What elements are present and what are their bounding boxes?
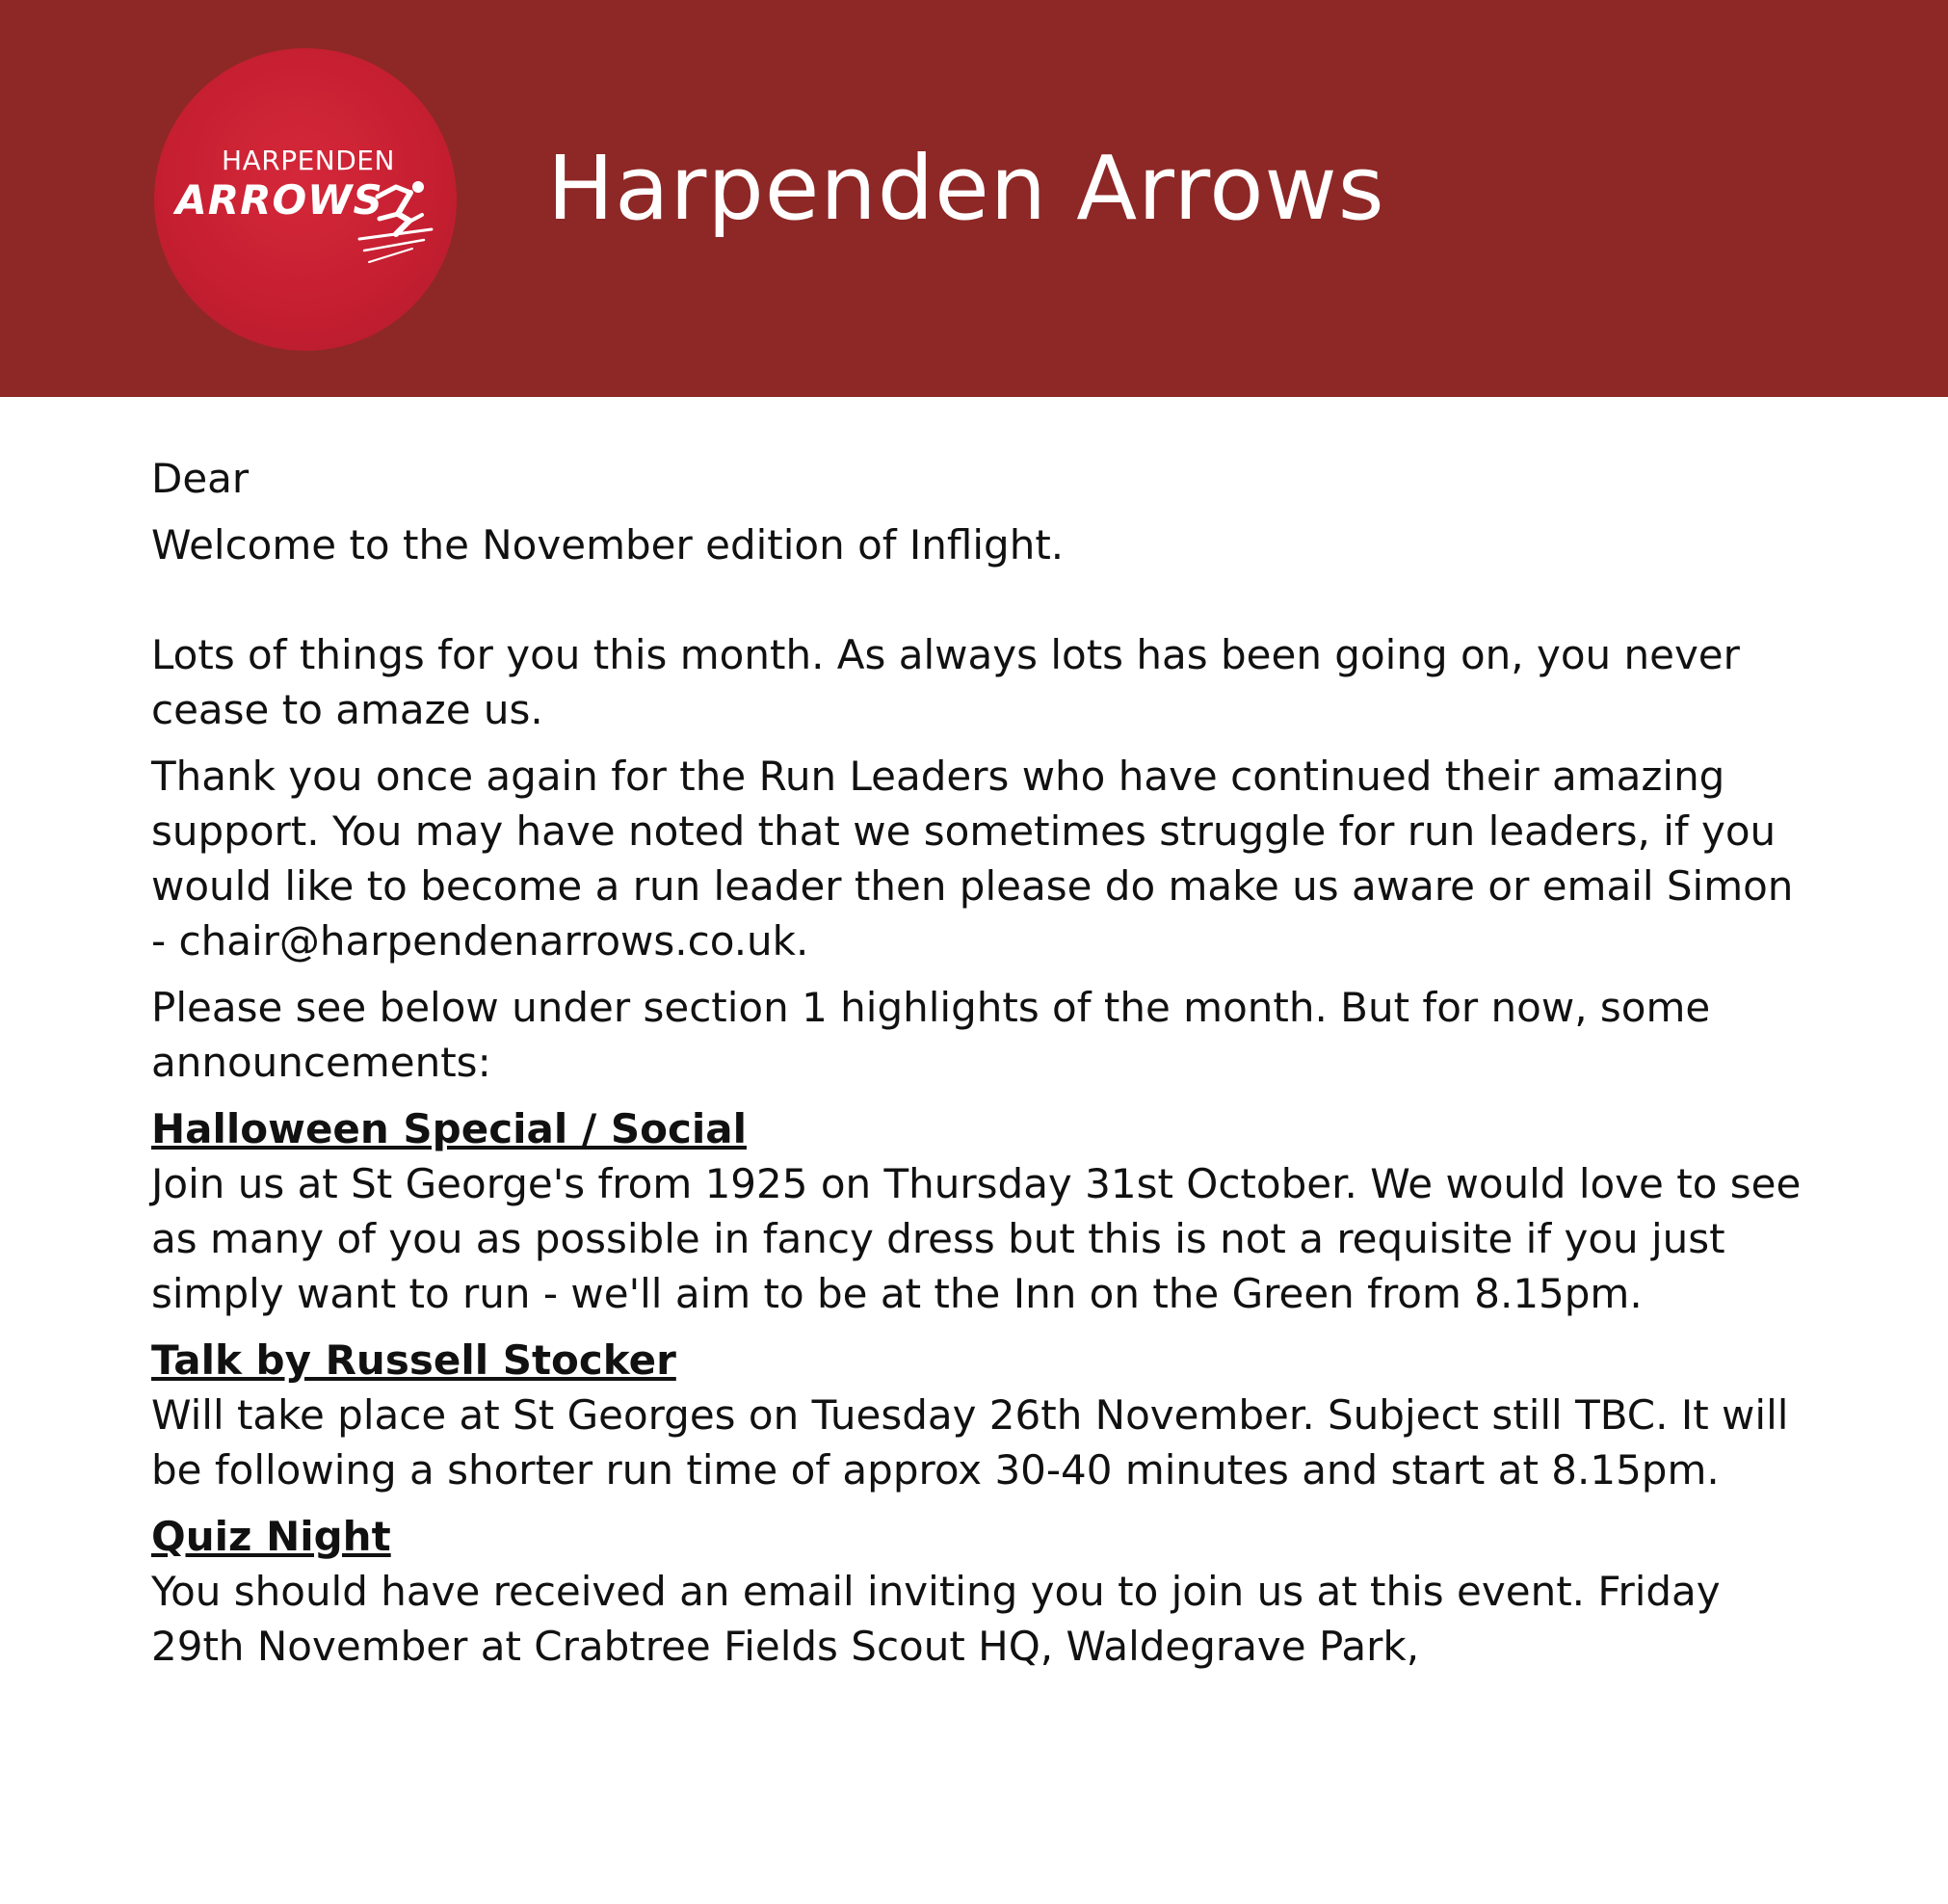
section-halloween-social — [151, 1101, 1808, 1321]
section-body: Will take place at St Georges on Tuesday 26th November. Subject still TBC. It will be following a shorter run time of approx 30-40 minutes and start at 8.15pm. — [151, 1391, 1789, 1494]
header-banner — [0, 0, 1948, 397]
intro-text: Welcome to the November edition of Inflight. — [151, 521, 1065, 569]
logo-main-text: ARROWS — [175, 176, 383, 224]
newsletter-content — [151, 451, 1808, 1685]
section-title: Halloween Special / Social — [151, 1105, 747, 1152]
paragraph-run-leaders: Thank you once again for the Run Leaders who have continued their amazing support. You may have noted that we sometimes struggle for run leaders, if you would like to become a run leader then please do make us aware or email Simon - chair@harpendenarrows.co.uk. — [151, 753, 1794, 965]
section-title: Quiz Night — [151, 1513, 391, 1560]
section-body: You should have received an email inviting you to join us at this event. Friday 29th November at Crabtree Fields Scout HQ, Waldegrave Park, — [151, 1568, 1721, 1670]
section-talk — [151, 1333, 1808, 1497]
salutation: Dear — [151, 455, 250, 502]
runner-icon — [355, 170, 437, 264]
section-body: Join us at St George's from 1925 on Thursday 31st October. We would love to see as many of you as possible in fancy dress but this is not a requisite if you just simply want to run - we'll aim to be at the Inn on the Green from 8.15pm. — [151, 1160, 1802, 1317]
paragraph-monthly-summary: Lots of things for you this month. As always lots has been going on, you never cease to amaze us. — [151, 631, 1740, 733]
paragraph-spacer — [151, 572, 1808, 627]
harpenden-arrows-logo — [154, 48, 457, 351]
section-title: Talk by Russell Stocker — [151, 1336, 676, 1384]
paragraph-announcements-intro: Please see below under section 1 highlights of the month. But for now, some announcements: — [151, 984, 1711, 1086]
logo-top-text: HARPENDEN — [222, 145, 395, 176]
page-title: Harpenden Arrows — [547, 137, 1385, 240]
section-quiz-night — [151, 1509, 1808, 1674]
